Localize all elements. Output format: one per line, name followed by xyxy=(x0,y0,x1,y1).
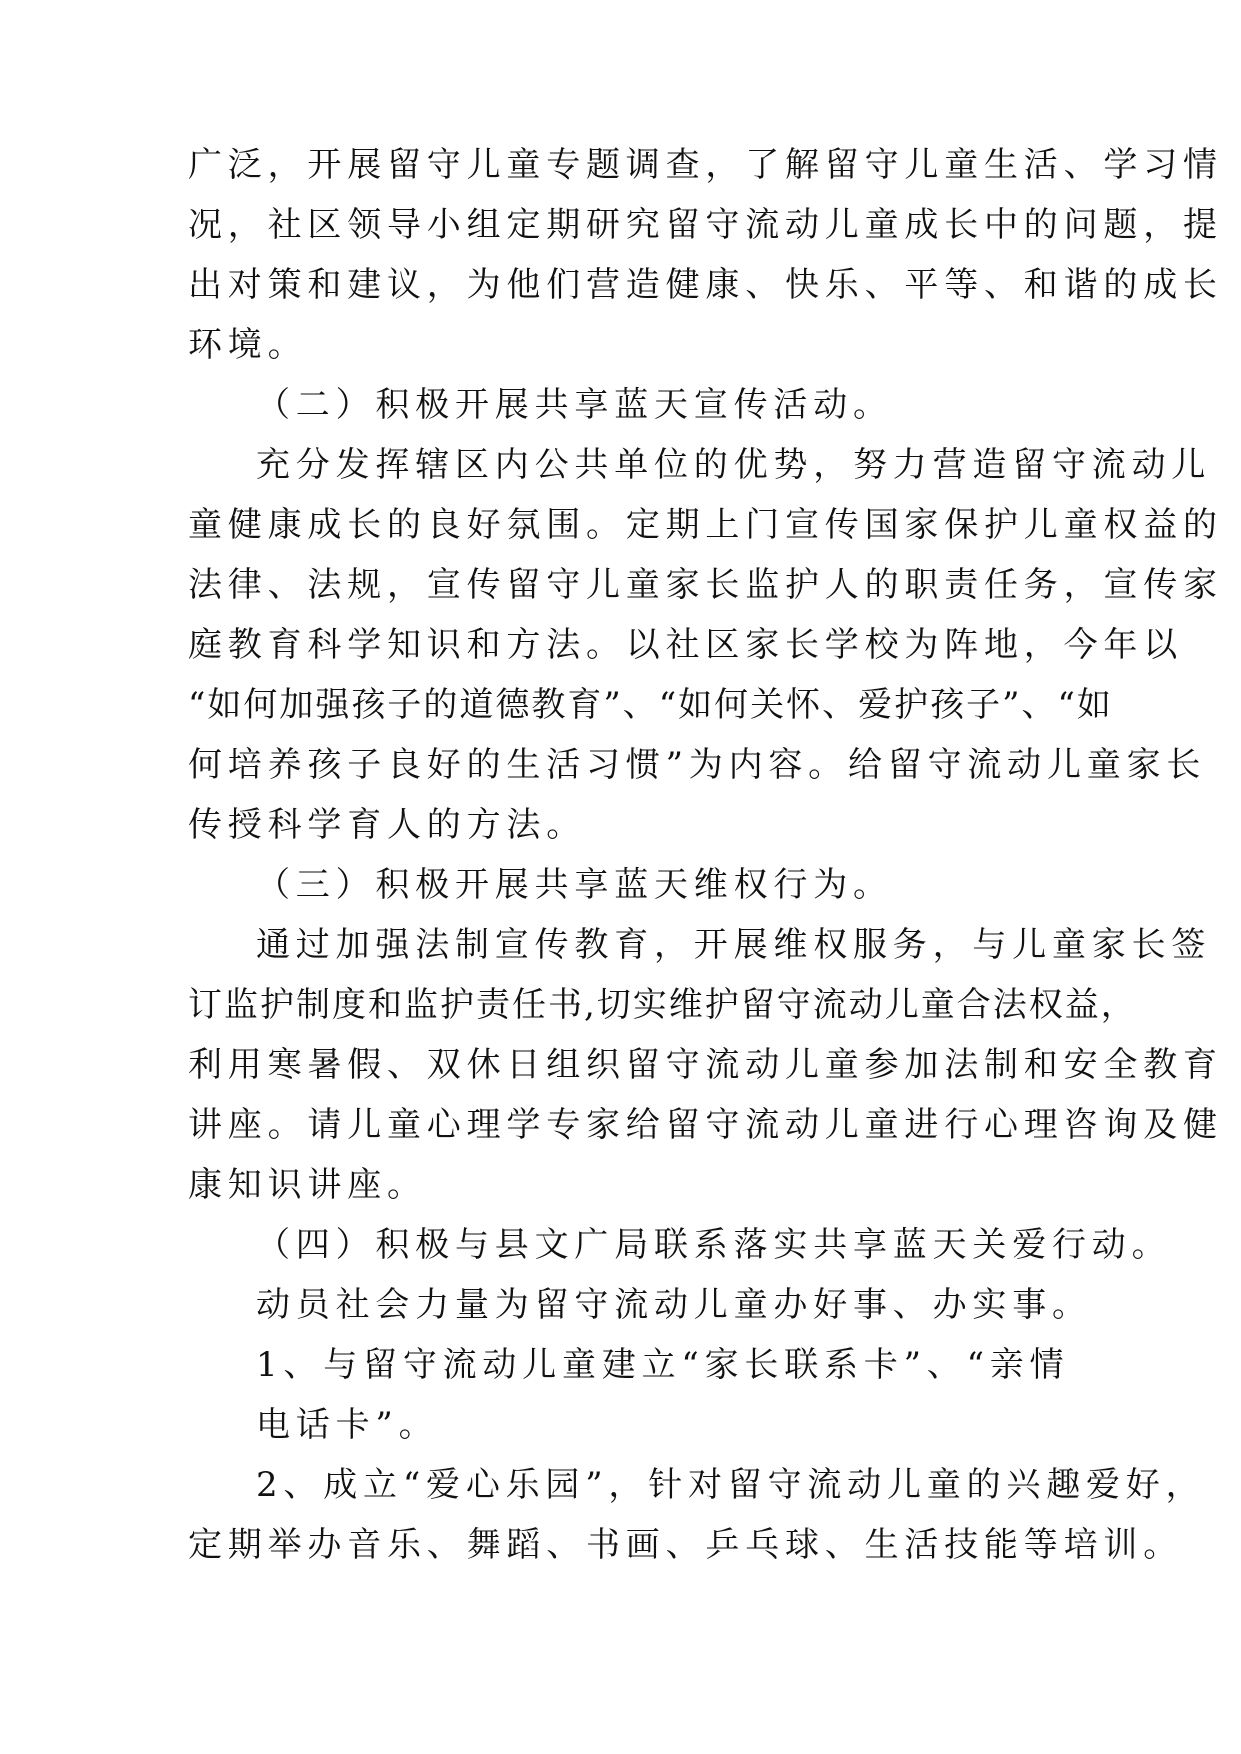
text-line-18: 康知识讲座。 xyxy=(188,1165,427,1205)
text-line-17: 讲座。请儿童心理学专家给留守流动儿童进行心理咨询及健 xyxy=(188,1105,1223,1145)
text-line-4: 环境。 xyxy=(188,325,308,365)
list-item-1: 1、与留守流动儿童建立“家长联系卡”、“亲情 xyxy=(256,1345,1070,1385)
text-line-10: “如何加强孩子的道德教育”、“如何关怀、爱护孩子”、“如 xyxy=(188,685,1113,725)
text-line-20: 动员社会力量为留守流动儿童办好事、办实事。 xyxy=(256,1285,1092,1325)
text-line-16: 利用寒暑假、双休日组织留守流动儿童参加法制和安全教育 xyxy=(188,1045,1223,1085)
list-item-2-cont: 定期举办音乐、舞蹈、书画、乒乓球、生活技能等培训。 xyxy=(188,1525,1183,1565)
text-line-1: 广泛，开展留守儿童专题调查，了解留守儿童生活、学习情 xyxy=(188,145,1223,185)
text-line-12: 传授科学育人的方法。 xyxy=(188,805,586,845)
section-heading-4: （四）积极与县文广局联系落实共享蓝天关爱行动。 xyxy=(256,1225,1172,1265)
text-line-11: 何培养孩子良好的生活习惯”为内容。给留守流动儿童家长 xyxy=(188,745,1207,785)
text-line-7: 童健康成长的良好氛围。定期上门宣传国家保护儿童权益的 xyxy=(188,505,1223,545)
section-heading-3: （三）积极开展共享蓝天维权行为。 xyxy=(256,865,893,905)
text-line-6: 充分发挥辖区内公共单位的优势，努力营造留守流动儿 xyxy=(256,445,1212,485)
text-line-15: 订监护制度和监护责任书,切实维护留守流动儿童合法权益， xyxy=(188,985,1137,1025)
text-line-2: 况，社区领导小组定期研究留守流动儿童成长中的问题，提 xyxy=(188,205,1223,245)
text-line-3: 出对策和建议，为他们营造健康、快乐、平等、和谐的成长 xyxy=(188,265,1223,305)
text-line-9: 庭教育科学知识和方法。以社区家长学校为阵地，今年以 xyxy=(188,625,1183,665)
section-heading-2: （二）积极开展共享蓝天宣传活动。 xyxy=(256,385,893,425)
list-item-2: 2、成立“爱心乐园”，针对留守流动儿童的兴趣爱好， xyxy=(256,1465,1206,1505)
text-line-14: 通过加强法制宣传教育，开展维权服务，与儿童家长签 xyxy=(256,925,1212,965)
list-item-1-cont: 电话卡”。 xyxy=(256,1405,439,1445)
text-line-8: 法律、法规，宣传留守儿童家长监护人的职责任务，宣传家 xyxy=(188,565,1223,605)
